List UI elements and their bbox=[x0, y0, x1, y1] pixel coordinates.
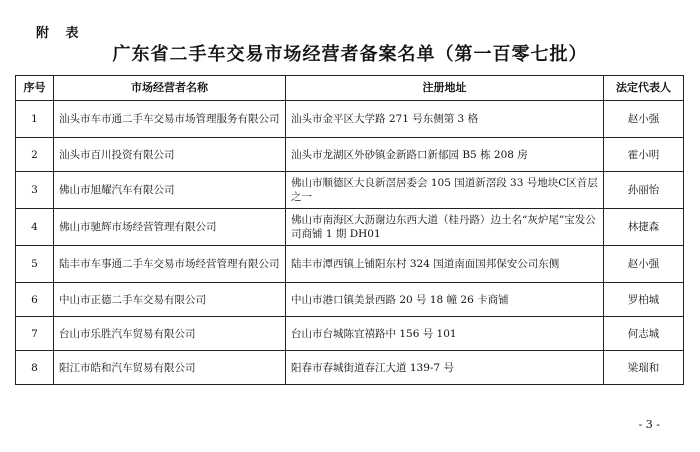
cell-representative: 梁瑞和 bbox=[604, 351, 684, 385]
cell-representative: 霍小明 bbox=[604, 138, 684, 172]
cell-address: 汕头市龙湖区外砂镇金新路口新郁园 B5 栋 208 房 bbox=[286, 138, 604, 172]
cell-representative: 赵小强 bbox=[604, 101, 684, 138]
cell-operator-name: 汕头市车市通二手车交易市场管理服务有限公司 bbox=[54, 101, 286, 138]
cell-address: 汕头市金平区大学路 271 号东侧第 3 格 bbox=[286, 101, 604, 138]
cell-representative: 孙丽怡 bbox=[604, 172, 684, 209]
cell-representative: 赵小强 bbox=[604, 246, 684, 283]
cell-representative: 林捷森 bbox=[604, 209, 684, 246]
header-serial-no: 序号 bbox=[16, 76, 54, 101]
cell-operator-name: 中山市正德二手车交易有限公司 bbox=[54, 283, 286, 317]
cell-address: 阳春市春城街道春江大道 139-7 号 bbox=[286, 351, 604, 385]
cell-serial-no: 8 bbox=[16, 351, 54, 385]
cell-operator-name: 汕头市百川投资有限公司 bbox=[54, 138, 286, 172]
annex-label: 附 表 bbox=[36, 26, 85, 41]
cell-serial-no: 5 bbox=[16, 246, 54, 283]
cell-address: 台山市台城陈宜禧路中 156 号 101 bbox=[286, 317, 604, 351]
cell-address: 中山市港口镇美景西路 20 号 18 幢 26 卡商铺 bbox=[286, 283, 604, 317]
cell-serial-no: 1 bbox=[16, 101, 54, 138]
cell-address: 陆丰市潭西镇上铺阳东村 324 国道南面国邦保安公司东侧 bbox=[286, 246, 604, 283]
cell-serial-no: 4 bbox=[16, 209, 54, 246]
cell-serial-no: 6 bbox=[16, 283, 54, 317]
page-number: - 3 - bbox=[638, 418, 660, 431]
cell-operator-name: 阳江市皓和汽车贸易有限公司 bbox=[54, 351, 286, 385]
table-row bbox=[16, 351, 684, 385]
cell-operator-name: 陆丰市车事通二手车交易市场经营管理有限公司 bbox=[54, 246, 286, 283]
table-row bbox=[16, 172, 684, 209]
cell-operator-name: 佛山市旭耀汽车有限公司 bbox=[54, 172, 286, 209]
cell-representative: 罗柏城 bbox=[604, 283, 684, 317]
table-row bbox=[16, 246, 684, 283]
document-title: 广东省二手车交易市场经营者备案名单（第一百零七批） bbox=[112, 44, 588, 65]
table-row bbox=[16, 209, 684, 246]
header-legal-representative: 法定代表人 bbox=[604, 76, 684, 101]
header-registered-address: 注册地址 bbox=[286, 76, 604, 101]
table-row bbox=[16, 283, 684, 317]
table-row bbox=[16, 138, 684, 172]
table-header-row bbox=[16, 76, 684, 101]
cell-serial-no: 2 bbox=[16, 138, 54, 172]
cell-serial-no: 7 bbox=[16, 317, 54, 351]
cell-representative: 何志城 bbox=[604, 317, 684, 351]
cell-address: 佛山市南海区大沥谢边东西大道（桂丹路）边土名“灰炉尾”宝发公司商铺 1 期 DH01 bbox=[286, 209, 604, 246]
cell-address: 佛山市顺德区大良新滘居委会 105 国道新滘段 33 号地块C区首层之一 bbox=[286, 172, 604, 209]
header-operator-name: 市场经营者名称 bbox=[54, 76, 286, 101]
table-row bbox=[16, 101, 684, 138]
cell-serial-no: 3 bbox=[16, 172, 54, 209]
table-row bbox=[16, 317, 684, 351]
registry-table bbox=[15, 75, 684, 385]
cell-operator-name: 佛山市驰辉市场经营管理有限公司 bbox=[54, 209, 286, 246]
cell-operator-name: 台山市乐胜汽车贸易有限公司 bbox=[54, 317, 286, 351]
